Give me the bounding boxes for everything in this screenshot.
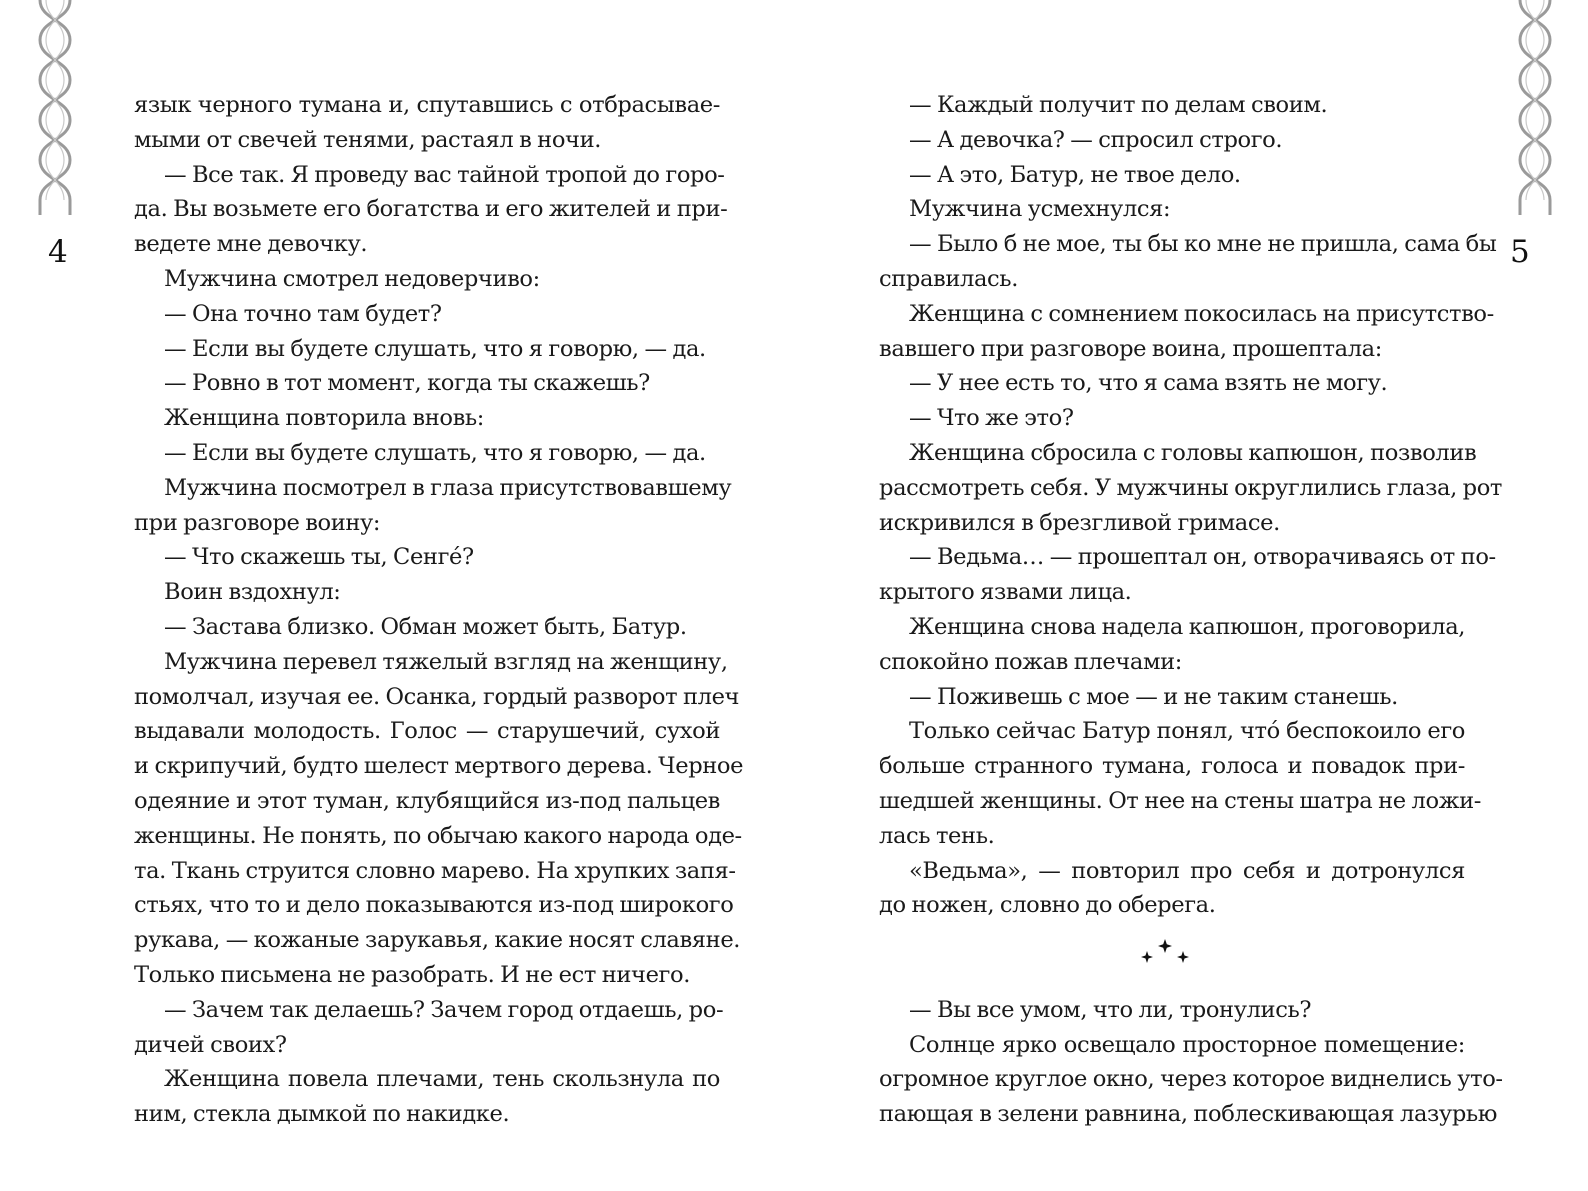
text-line: — Что же это?: [909, 405, 1074, 432]
right-page: [794, 0, 1588, 1191]
text-line: Женщина с сомнением покосилась на присутство-: [909, 300, 1494, 327]
text-line: стьях, что то и дело показываются из-под широкого: [134, 892, 734, 919]
text-line: больше странного тумана, голоса и повадок при-: [879, 753, 1465, 780]
text-line: Мужчина посмотрел в глаза присутствовавшему: [164, 474, 732, 501]
text-line: помолчал, изучая ее. Осанка, гордый разворот плеч: [134, 683, 740, 710]
text-line: Женщина повела плечами, тень скользнула по: [164, 1066, 720, 1093]
text-line: Солнце ярко освещало просторное помещение:: [909, 1031, 1465, 1058]
text-line: Мужчина перевел тяжелый взгляд на женщину,: [164, 648, 728, 675]
text-line: огромное круглое окно, через которое виднелись уто-: [879, 1066, 1503, 1093]
three-stars-icon: [1141, 937, 1189, 967]
text-line: да. Вы возьмете его богатства и его жителей и при-: [134, 196, 728, 223]
page-number: 5: [1510, 234, 1530, 270]
text-line: «Ведьма», — повторил про себя и дотронулся: [909, 857, 1465, 884]
body-text: [134, 88, 744, 1132]
celtic-knot-ornament-icon: [32, 0, 78, 222]
text-line: женщины. Не понять, по обычаю какого народа оде-: [134, 822, 742, 849]
text-line: и скрипучий, будто шелест мертвого дерева. Черное: [134, 753, 744, 780]
text-line: — Она точно там будет?: [164, 300, 442, 327]
text-line: — Зачем так делаешь? Зачем город отдаешь, ро-: [164, 996, 724, 1023]
text-line: Женщина сбросила с головы капюшон, позволив: [909, 439, 1477, 466]
text-line: Мужчина смотрел недоверчиво:: [164, 265, 540, 292]
text-line: ним, стекла дымкой по накидке.: [134, 1101, 510, 1128]
text-line: вавшего при разговоре воина, прошептала:: [879, 335, 1382, 362]
text-line: рассмотреть себя. У мужчины округлились глаза, рот: [879, 474, 1503, 501]
text-line: — Что скажешь ты, Сенгé?: [164, 544, 474, 571]
text-line: Мужчина усмехнулся:: [909, 196, 1171, 223]
celtic-knot-ornament-icon: [1512, 0, 1558, 222]
text-line: ведете мне девочку.: [134, 231, 368, 258]
body-text: [879, 88, 1503, 1132]
text-line: пающая в зелени равнина, поблескивающая лазурью: [879, 1101, 1498, 1128]
text-line: при разговоре воину:: [134, 509, 381, 536]
text-line: — Вы все умом, что ли, тронулись?: [909, 996, 1312, 1023]
text-line: — Ведьма… — прошептал он, отворачиваясь от по-: [909, 544, 1496, 571]
text-line: — Ровно в тот момент, когда ты скажешь?: [164, 370, 650, 397]
page-number: 4: [48, 234, 68, 270]
text-line: — А это, Батур, не твое дело.: [909, 161, 1241, 188]
text-line: — Каждый получит по делам своим.: [909, 92, 1328, 118]
text-line: выдавали молодость. Голос — старушечий, сухой: [134, 718, 720, 745]
text-line: — Поживешь с мое — и не таким станешь.: [909, 683, 1398, 710]
text-line: — Застава близко. Обман может быть, Батур.: [164, 613, 687, 640]
text-line: язык черного тумана и, спутавшись с отбрасывае-: [134, 92, 720, 118]
text-line: Воин вздохнул:: [164, 579, 341, 606]
text-line: — Если вы будете слушать, что я говорю, — да.: [164, 439, 706, 466]
text-line: Женщина снова надела капюшон, проговорила,: [909, 613, 1466, 640]
text-line: искривился в брезгливой гримасе.: [879, 509, 1280, 536]
text-line: — Если вы будете слушать, что я говорю, — да.: [164, 335, 706, 362]
text-line: — А девочка? — спросил строго.: [909, 126, 1283, 153]
text-line: Только сейчас Батур понял, чтó беспокоило его: [909, 718, 1465, 745]
text-line: рукава, — кожаные зарукавья, какие носят славяне.: [134, 927, 741, 954]
section-separator: [879, 923, 1465, 993]
text-line: Только письмена не разобрать. И не ест ничего.: [134, 961, 690, 988]
text-line: мыми от свечей тенями, растаял в ночи.: [134, 126, 602, 153]
text-line: справилась.: [879, 265, 1018, 292]
text-line: шедшей женщины. От нее на стены шатра не ложи-: [879, 787, 1481, 814]
text-line: крытого язвами лица.: [879, 579, 1132, 606]
text-line: спокойно пожав плечами:: [879, 648, 1182, 675]
text-line: та. Ткань струится словно марево. На хрупких запя-: [134, 857, 736, 884]
text-line: — Все так. Я проведу вас тайной тропой до горо-: [164, 161, 725, 188]
text-line: — У нее есть то, что я сама взять не могу.: [909, 370, 1388, 397]
text-line: Женщина повторила вновь:: [164, 405, 485, 432]
text-line: лась тень.: [879, 822, 995, 849]
text-line: дичей своих?: [134, 1031, 287, 1058]
text-line: — Было б не мое, ты бы ко мне не пришла, сама бы: [909, 231, 1497, 258]
text-line: одеяние и этот туман, клубящийся из-под пальцев: [134, 787, 720, 814]
text-line: до ножен, словно до оберега.: [879, 892, 1216, 919]
